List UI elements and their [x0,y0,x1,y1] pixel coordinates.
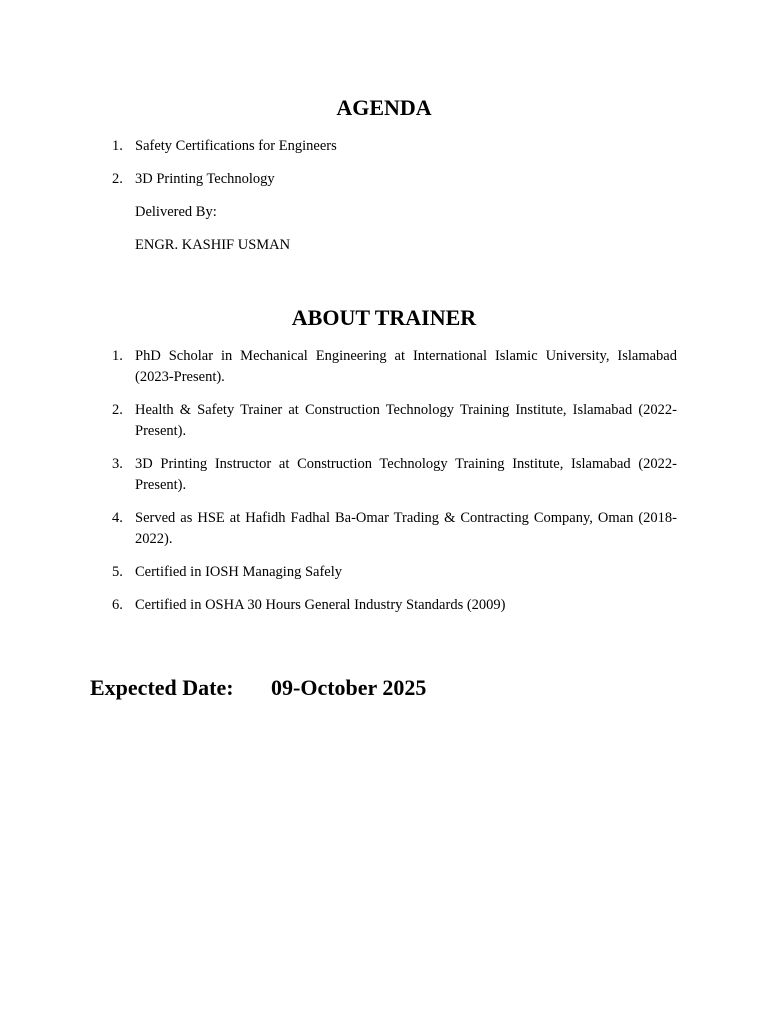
trainer-credentials-list [108,346,677,628]
credential-item [108,562,677,583]
credential-item-text: Served as HSE at Hafidh Fadhal Ba-Omar Trading & Contracting Company, Oman (2018-2022). [135,510,677,547]
agenda-item-number: 1. [112,138,123,154]
credential-item [108,454,677,496]
agenda-item-number: 2. [112,171,123,187]
credential-item [108,400,677,442]
delivered-by-label: Delivered By: [135,204,217,220]
agenda-item [108,136,677,157]
credential-item-text: 3D Printing Instructor at Construction Technology Training Institute, Islamabad (2022-Present). [135,456,677,493]
credential-item-text: Health & Safety Trainer at Construction Technology Training Institute, Islamabad (2022-Present). [135,402,677,439]
credential-item-number: 2. [112,402,123,418]
credential-item-text: PhD Scholar in Mechanical Engineering at International Islamic University, Islamabad (2023-Present). [135,348,677,385]
credential-item-text: Certified in IOSH Managing Safely [135,564,342,580]
expected-date-value: 09-October 2025 [271,675,427,700]
credential-item [108,508,677,550]
agenda-item [108,169,677,190]
credential-item-number: 1. [112,348,123,364]
credential-item [108,346,677,388]
expected-date-label: Expected Date: [90,675,234,700]
agenda-heading: AGENDA [336,95,432,120]
credential-item-number: 4. [112,510,123,526]
agenda-item-text: 3D Printing Technology [135,171,275,187]
credential-item-number: 5. [112,564,123,580]
expected-date-line [90,674,426,702]
agenda-item-text: Safety Certifications for Engineers [135,138,337,154]
about-trainer-heading: ABOUT TRAINER [291,305,477,330]
trainer-name: ENGR. KASHIF USMAN [135,237,291,253]
credential-item-text: Certified in OSHA 30 Hours General Industry Standards (2009) [135,597,506,613]
credential-item [108,595,677,616]
agenda-list [108,136,677,202]
credential-item-number: 6. [112,597,123,613]
credential-item-number: 3. [112,456,123,472]
